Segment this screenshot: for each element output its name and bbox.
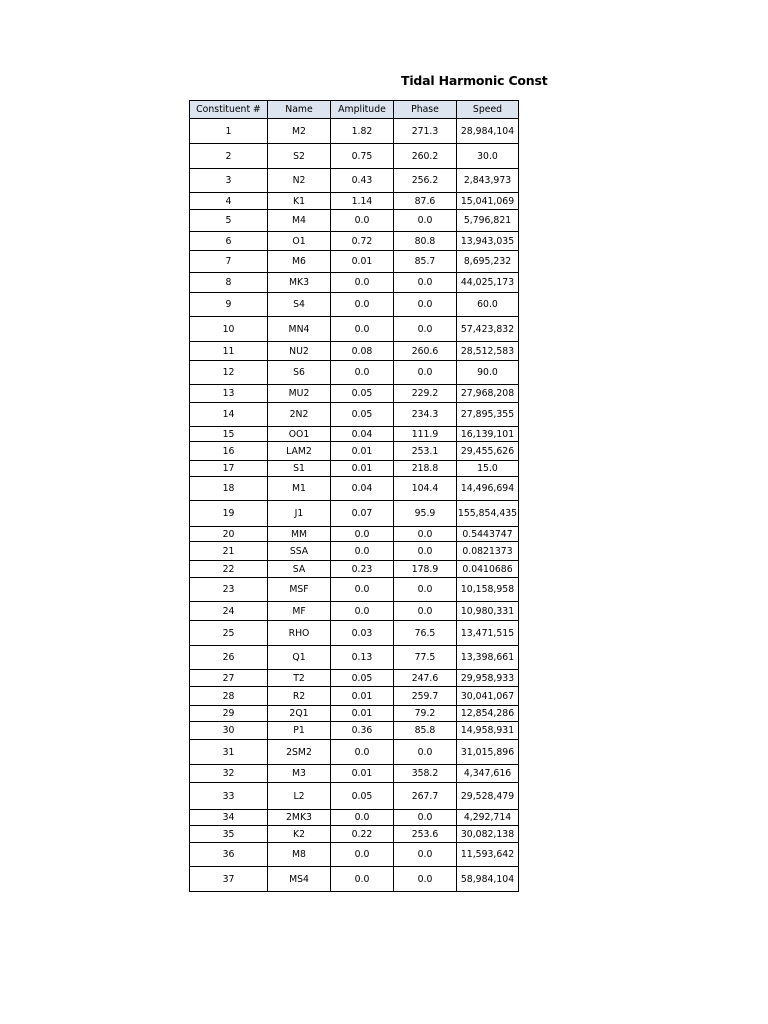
cell-name: MF <box>268 602 331 621</box>
cell-name: OO1 <box>268 427 331 442</box>
table-row <box>190 385 519 403</box>
cell-phase: 229.2 <box>394 385 457 403</box>
cell-amplitude: 0.01 <box>331 461 394 477</box>
cell-phase: 85.7 <box>394 251 457 273</box>
header-amplitude: Amplitude <box>331 101 394 119</box>
cell-speed: 11,593,642 <box>457 843 519 867</box>
cell-phase: 259.7 <box>394 687 457 706</box>
cell-phase: 0.0 <box>394 578 457 602</box>
cell-phase: 260.2 <box>394 144 457 169</box>
header-constituent-number: Constituent # <box>190 101 268 119</box>
cell-phase: 87.6 <box>394 193 457 210</box>
cell-constituent-number: 20 <box>190 527 268 542</box>
cell-speed: 29,528,479 <box>457 783 519 810</box>
cell-name: MK3 <box>268 273 331 293</box>
cell-speed: 44,025,173 <box>457 273 519 293</box>
cell-phase: 0.0 <box>394 843 457 867</box>
table-row <box>190 765 519 783</box>
cell-amplitude: 0.03 <box>331 621 394 646</box>
cell-amplitude: 0.08 <box>331 342 394 361</box>
cell-constituent-number: 24 <box>190 602 268 621</box>
cell-phase: 76.5 <box>394 621 457 646</box>
cell-amplitude: 0.0 <box>331 740 394 765</box>
table-row <box>190 317 519 342</box>
cell-speed: 30.0 <box>457 144 519 169</box>
cell-name: L2 <box>268 783 331 810</box>
cell-amplitude: 0.0 <box>331 843 394 867</box>
table-row <box>190 646 519 670</box>
cell-speed: 27,968,208 <box>457 385 519 403</box>
cell-speed: 27,895,355 <box>457 403 519 427</box>
cell-phase: 95.9 <box>394 501 457 527</box>
cell-constituent-number: 5 <box>190 210 268 232</box>
table-row <box>190 706 519 722</box>
cell-phase: 260.6 <box>394 342 457 361</box>
cell-speed: 0.5443747 <box>457 527 519 542</box>
table-row <box>190 232 519 251</box>
table-row <box>190 527 519 542</box>
cell-speed: 10,158,958 <box>457 578 519 602</box>
header-name: Name <box>268 101 331 119</box>
cell-speed: 2,843,973 <box>457 169 519 193</box>
table-row <box>190 144 519 169</box>
table-row <box>190 361 519 385</box>
cell-amplitude: 0.05 <box>331 670 394 687</box>
cell-constituent-number: 17 <box>190 461 268 477</box>
cell-amplitude: 0.07 <box>331 501 394 527</box>
cell-speed: 14,958,931 <box>457 722 519 740</box>
table-row <box>190 810 519 826</box>
cell-speed: 14,496,694 <box>457 477 519 501</box>
cell-speed: 29,455,626 <box>457 442 519 461</box>
cell-name: LAM2 <box>268 442 331 461</box>
cell-name: 2N2 <box>268 403 331 427</box>
cell-constituent-number: 12 <box>190 361 268 385</box>
cell-name: NU2 <box>268 342 331 361</box>
cell-amplitude: 0.0 <box>331 273 394 293</box>
table-row <box>190 843 519 867</box>
cell-amplitude: 0.01 <box>331 251 394 273</box>
cell-constituent-number: 19 <box>190 501 268 527</box>
cell-phase: 234.3 <box>394 403 457 427</box>
table-row <box>190 461 519 477</box>
cell-phase: 0.0 <box>394 317 457 342</box>
cell-speed: 30,082,138 <box>457 826 519 843</box>
table-row <box>190 251 519 273</box>
cell-name: T2 <box>268 670 331 687</box>
cell-speed: 10,980,331 <box>457 602 519 621</box>
cell-constituent-number: 21 <box>190 542 268 561</box>
cell-constituent-number: 2 <box>190 144 268 169</box>
table-body <box>190 119 519 892</box>
cell-amplitude: 0.04 <box>331 427 394 442</box>
table-row <box>190 670 519 687</box>
table-row <box>190 826 519 843</box>
cell-amplitude: 0.05 <box>331 783 394 810</box>
cell-name: RHO <box>268 621 331 646</box>
cell-phase: 0.0 <box>394 527 457 542</box>
header-phase: Phase <box>394 101 457 119</box>
table-row <box>190 293 519 317</box>
cell-phase: 85.8 <box>394 722 457 740</box>
cell-constituent-number: 11 <box>190 342 268 361</box>
cell-speed: 16,139,101 <box>457 427 519 442</box>
cell-name: MSF <box>268 578 331 602</box>
cell-name: J1 <box>268 501 331 527</box>
table-row <box>190 193 519 210</box>
table-row <box>190 740 519 765</box>
table-row <box>190 273 519 293</box>
cell-amplitude: 0.0 <box>331 602 394 621</box>
cell-speed: 28,984,104 <box>457 119 519 144</box>
cell-phase: 77.5 <box>394 646 457 670</box>
table-row <box>190 210 519 232</box>
cell-constituent-number: 14 <box>190 403 268 427</box>
cell-constituent-number: 8 <box>190 273 268 293</box>
cell-constituent-number: 37 <box>190 867 268 892</box>
cell-phase: 0.0 <box>394 740 457 765</box>
cell-amplitude: 0.05 <box>331 403 394 427</box>
cell-amplitude: 0.01 <box>331 765 394 783</box>
cell-name: 2SM2 <box>268 740 331 765</box>
cell-amplitude: 0.0 <box>331 542 394 561</box>
cell-amplitude: 1.82 <box>331 119 394 144</box>
cell-speed: 4,292,714 <box>457 810 519 826</box>
table-row <box>190 427 519 442</box>
cell-name: O1 <box>268 232 331 251</box>
cell-speed: 60.0 <box>457 293 519 317</box>
cell-amplitude: 0.36 <box>331 722 394 740</box>
document-title: Tidal Harmonic Const <box>401 73 548 88</box>
cell-constituent-number: 26 <box>190 646 268 670</box>
cell-constituent-number: 30 <box>190 722 268 740</box>
table-row <box>190 867 519 892</box>
cell-speed: 8,695,232 <box>457 251 519 273</box>
cell-phase: 0.0 <box>394 602 457 621</box>
cell-constituent-number: 23 <box>190 578 268 602</box>
cell-phase: 0.0 <box>394 542 457 561</box>
cell-name: SA <box>268 561 331 578</box>
cell-phase: 0.0 <box>394 810 457 826</box>
cell-amplitude: 0.43 <box>331 169 394 193</box>
cell-speed: 15,041,069 <box>457 193 519 210</box>
cell-speed: 155,854,435 <box>457 501 519 527</box>
table-row <box>190 542 519 561</box>
cell-constituent-number: 27 <box>190 670 268 687</box>
table-row <box>190 403 519 427</box>
cell-constituent-number: 16 <box>190 442 268 461</box>
cell-speed: 90.0 <box>457 361 519 385</box>
table-row <box>190 119 519 144</box>
cell-constituent-number: 18 <box>190 477 268 501</box>
cell-constituent-number: 33 <box>190 783 268 810</box>
cell-constituent-number: 29 <box>190 706 268 722</box>
cell-speed: 12,854,286 <box>457 706 519 722</box>
cell-speed: 13,943,035 <box>457 232 519 251</box>
cell-name: M3 <box>268 765 331 783</box>
cell-constituent-number: 13 <box>190 385 268 403</box>
cell-name: K1 <box>268 193 331 210</box>
cell-amplitude: 0.22 <box>331 826 394 843</box>
cell-speed: 0.0821373 <box>457 542 519 561</box>
cell-phase: 247.6 <box>394 670 457 687</box>
header-speed: Speed <box>457 101 519 119</box>
cell-name: K2 <box>268 826 331 843</box>
cell-speed: 28,512,583 <box>457 342 519 361</box>
cell-constituent-number: 10 <box>190 317 268 342</box>
tidal-constituents-table <box>189 100 519 892</box>
table-row <box>190 722 519 740</box>
cell-name: M8 <box>268 843 331 867</box>
cell-phase: 0.0 <box>394 293 457 317</box>
cell-phase: 178.9 <box>394 561 457 578</box>
cell-speed: 15.0 <box>457 461 519 477</box>
table-row <box>190 621 519 646</box>
cell-name: M1 <box>268 477 331 501</box>
table-row <box>190 687 519 706</box>
cell-amplitude: 1.14 <box>331 193 394 210</box>
cell-amplitude: 0.01 <box>331 706 394 722</box>
cell-name: 2Q1 <box>268 706 331 722</box>
cell-amplitude: 0.0 <box>331 210 394 232</box>
cell-constituent-number: 32 <box>190 765 268 783</box>
cell-amplitude: 0.01 <box>331 687 394 706</box>
table-row <box>190 602 519 621</box>
cell-name: MU2 <box>268 385 331 403</box>
cell-phase: 253.6 <box>394 826 457 843</box>
cell-speed: 31,015,896 <box>457 740 519 765</box>
cell-speed: 58,984,104 <box>457 867 519 892</box>
cell-name: S6 <box>268 361 331 385</box>
cell-speed: 13,471,515 <box>457 621 519 646</box>
cell-speed: 5,796,821 <box>457 210 519 232</box>
cell-amplitude: 0.0 <box>331 361 394 385</box>
cell-constituent-number: 6 <box>190 232 268 251</box>
cell-name: S4 <box>268 293 331 317</box>
cell-amplitude: 0.0 <box>331 578 394 602</box>
cell-name: MM <box>268 527 331 542</box>
cell-phase: 79.2 <box>394 706 457 722</box>
cell-phase: 218.8 <box>394 461 457 477</box>
cell-amplitude: 0.01 <box>331 442 394 461</box>
cell-constituent-number: 31 <box>190 740 268 765</box>
cell-amplitude: 0.0 <box>331 317 394 342</box>
cell-constituent-number: 22 <box>190 561 268 578</box>
table-row <box>190 169 519 193</box>
cell-amplitude: 0.13 <box>331 646 394 670</box>
cell-constituent-number: 25 <box>190 621 268 646</box>
cell-name: S1 <box>268 461 331 477</box>
cell-amplitude: 0.0 <box>331 810 394 826</box>
cell-name: R2 <box>268 687 331 706</box>
cell-phase: 0.0 <box>394 273 457 293</box>
cell-constituent-number: 35 <box>190 826 268 843</box>
cell-speed: 0.0410686 <box>457 561 519 578</box>
cell-name: S2 <box>268 144 331 169</box>
cell-amplitude: 0.23 <box>331 561 394 578</box>
cell-name: M4 <box>268 210 331 232</box>
cell-constituent-number: 3 <box>190 169 268 193</box>
cell-phase: 104.4 <box>394 477 457 501</box>
cell-phase: 0.0 <box>394 210 457 232</box>
table-row <box>190 578 519 602</box>
cell-amplitude: 0.75 <box>331 144 394 169</box>
table-header-row <box>190 101 519 119</box>
cell-phase: 267.7 <box>394 783 457 810</box>
cell-name: P1 <box>268 722 331 740</box>
cell-amplitude: 0.05 <box>331 385 394 403</box>
cell-name: Q1 <box>268 646 331 670</box>
cell-constituent-number: 28 <box>190 687 268 706</box>
cell-phase: 271.3 <box>394 119 457 144</box>
cell-amplitude: 0.0 <box>331 867 394 892</box>
cell-amplitude: 0.72 <box>331 232 394 251</box>
cell-speed: 30,041,067 <box>457 687 519 706</box>
cell-phase: 0.0 <box>394 867 457 892</box>
cell-name: N2 <box>268 169 331 193</box>
cell-constituent-number: 7 <box>190 251 268 273</box>
cell-speed: 57,423,832 <box>457 317 519 342</box>
table-row <box>190 561 519 578</box>
table-row <box>190 477 519 501</box>
cell-phase: 80.8 <box>394 232 457 251</box>
cell-phase: 358.2 <box>394 765 457 783</box>
cell-name: 2MK3 <box>268 810 331 826</box>
cell-amplitude: 0.04 <box>331 477 394 501</box>
cell-amplitude: 0.0 <box>331 293 394 317</box>
table-row <box>190 783 519 810</box>
cell-phase: 111.9 <box>394 427 457 442</box>
table-row <box>190 342 519 361</box>
cell-name: M2 <box>268 119 331 144</box>
cell-name: MN4 <box>268 317 331 342</box>
cell-constituent-number: 36 <box>190 843 268 867</box>
cell-speed: 4,347,616 <box>457 765 519 783</box>
cell-phase: 0.0 <box>394 361 457 385</box>
cell-constituent-number: 34 <box>190 810 268 826</box>
table-row <box>190 501 519 527</box>
cell-constituent-number: 1 <box>190 119 268 144</box>
cell-constituent-number: 15 <box>190 427 268 442</box>
cell-name: MS4 <box>268 867 331 892</box>
cell-speed: 29,958,933 <box>457 670 519 687</box>
cell-constituent-number: 4 <box>190 193 268 210</box>
cell-amplitude: 0.0 <box>331 527 394 542</box>
table-row <box>190 442 519 461</box>
cell-constituent-number: 9 <box>190 293 268 317</box>
cell-name: M6 <box>268 251 331 273</box>
cell-speed: 13,398,661 <box>457 646 519 670</box>
cell-name: SSA <box>268 542 331 561</box>
cell-phase: 256.2 <box>394 169 457 193</box>
cell-phase: 253.1 <box>394 442 457 461</box>
